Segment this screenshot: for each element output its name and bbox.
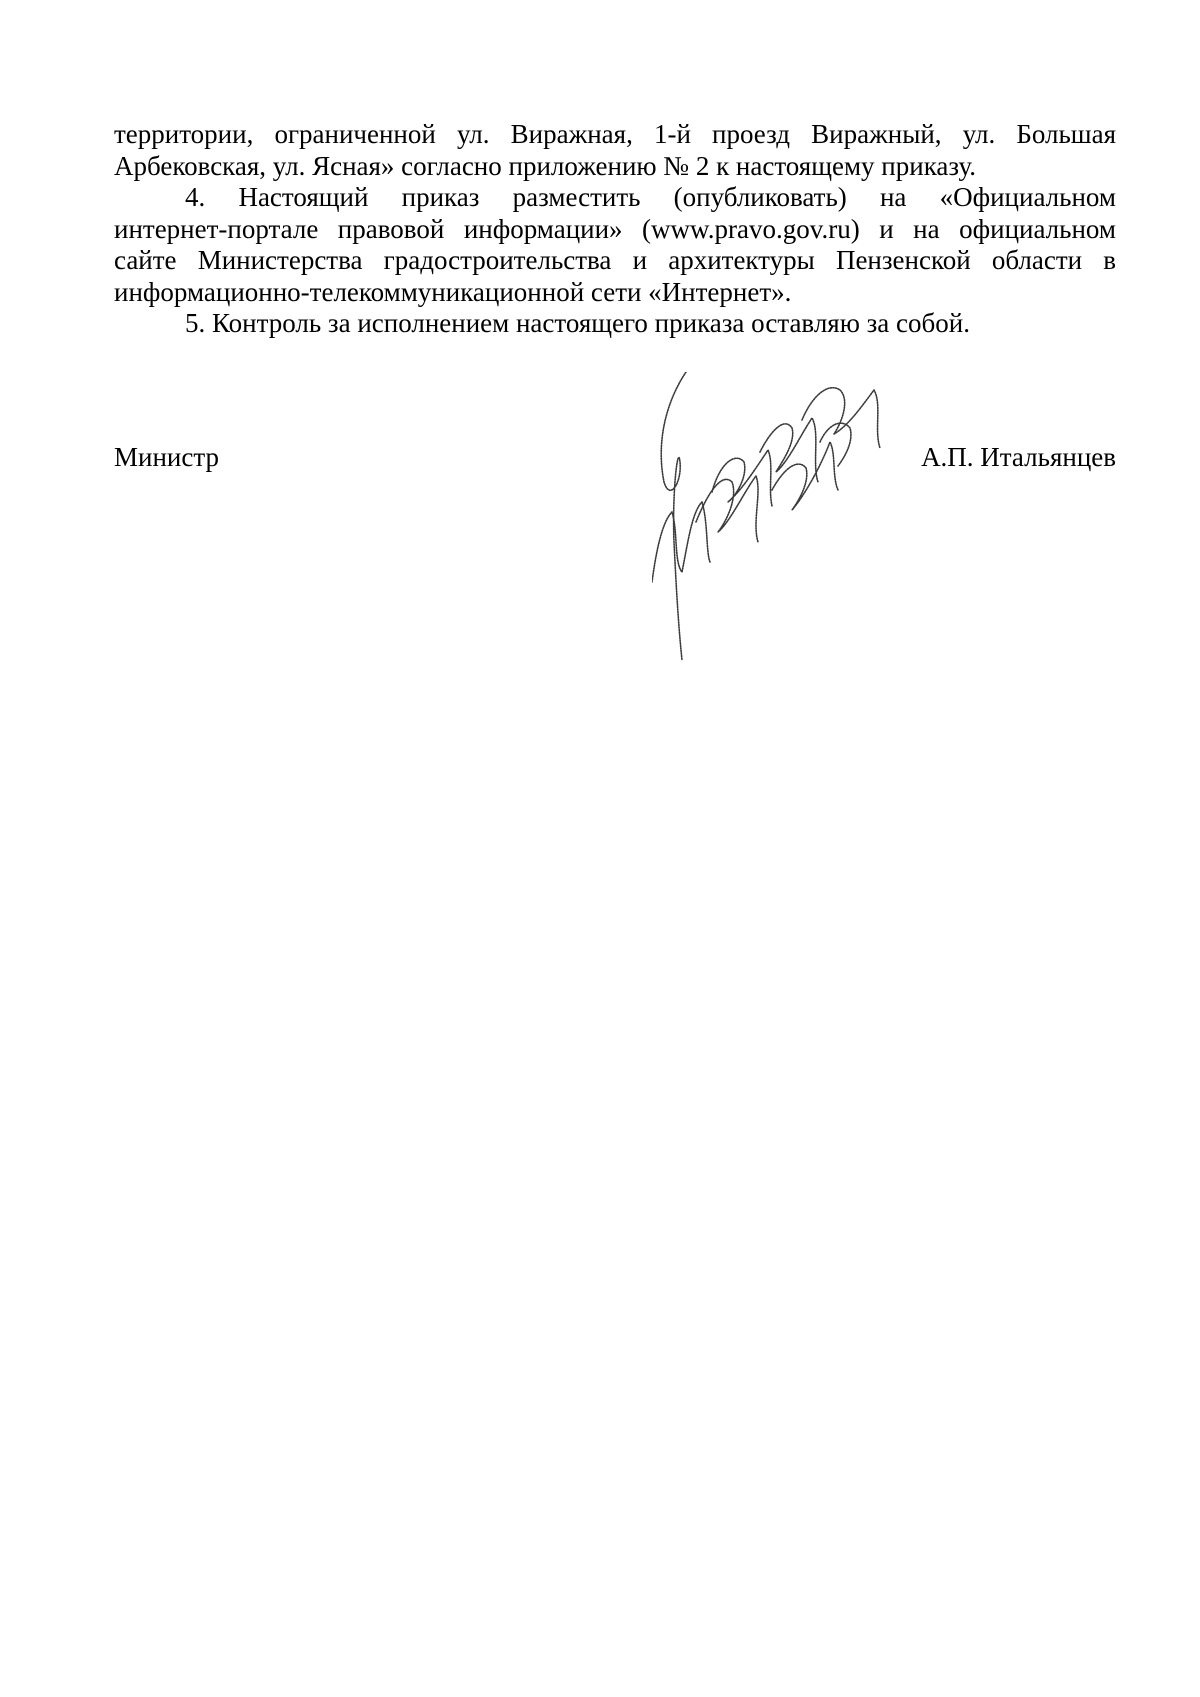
signature-block (114, 442, 1116, 482)
paragraph-4-line-3: сайте Министерства градостроительства и архитектуры Пензенской области в (114, 245, 1116, 275)
paragraph-4-line-2: интернет-портале правовой информации» (www.pravo.gov.ru) и на официальном (114, 213, 1116, 244)
signer-name: А.П. Итальянцев (921, 442, 1116, 472)
paragraph-5-line-1: 5. Контроль за исполнением настоящего приказа оставляю за собой. (185, 308, 970, 338)
handwritten-signature-icon (652, 372, 892, 672)
paragraph-continuation-line-1: территории, ограниченной ул. Виражная, 1-й проезд Виражный, ул. Большая (114, 119, 1116, 149)
paragraph-4-line-1: 4. Настоящий приказ разместить (опубликовать) на «Официальном (185, 182, 1116, 212)
document-body (114, 119, 1116, 340)
paragraph-continuation-line-2: Арбековская, ул. Ясная» согласно приложению № 2 к настоящему приказу. (114, 150, 977, 181)
signer-title: Министр (114, 442, 219, 472)
paragraph-4-line-4: информационно-телекоммуникационной сети «Интернет». (114, 276, 792, 307)
